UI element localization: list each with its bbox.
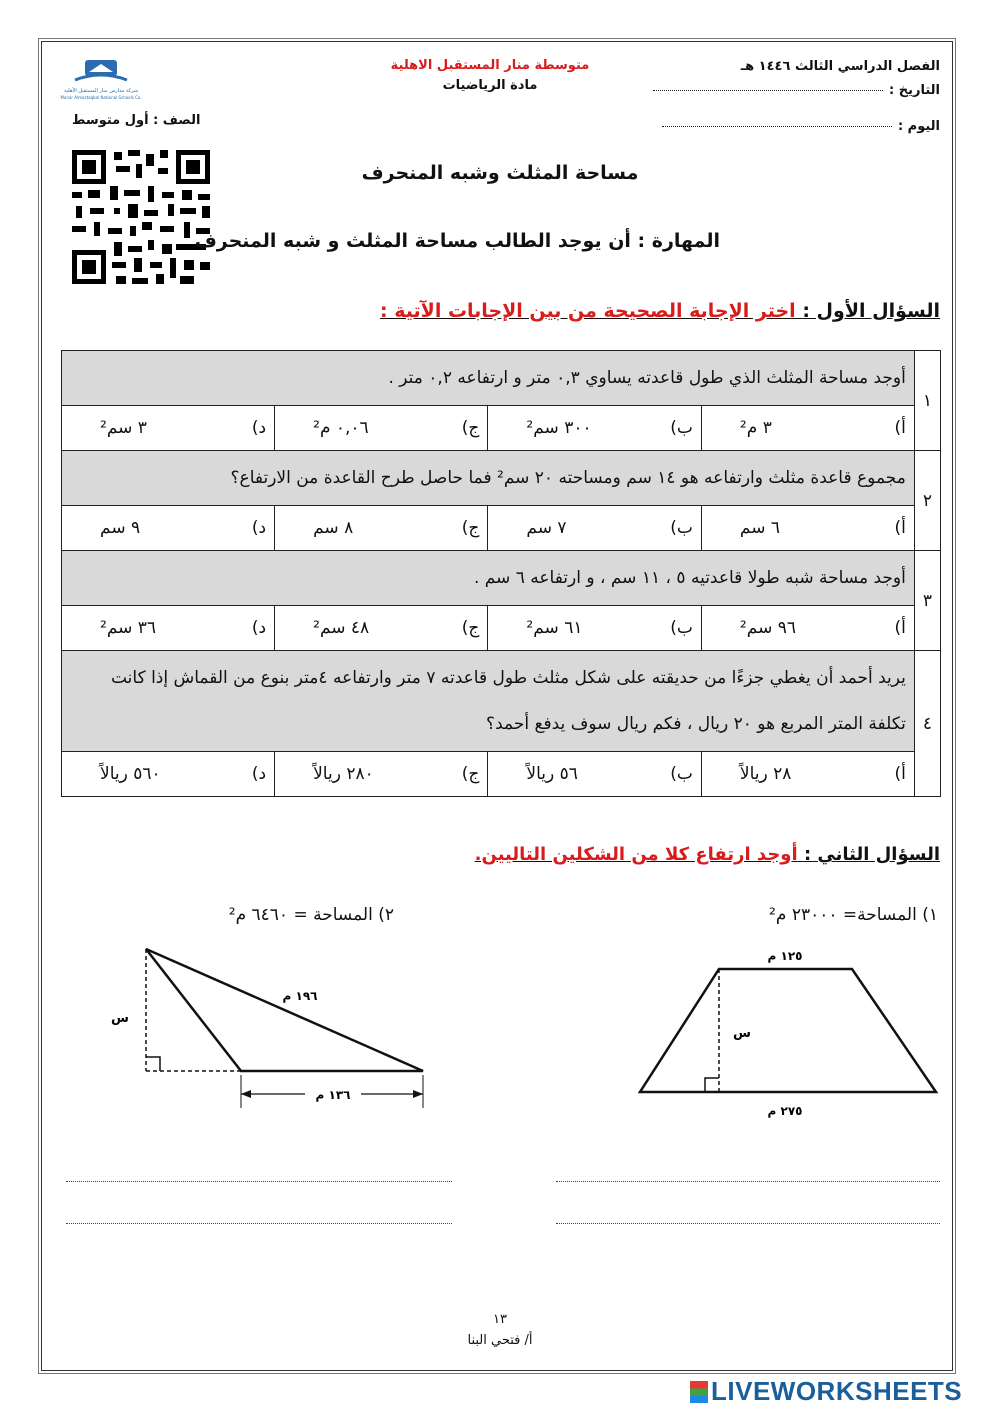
subject-label: مادة الرياضيات bbox=[442, 78, 538, 93]
trapezoid-bottom-base: ٢٧٥ م bbox=[767, 1104, 803, 1118]
question-text: أوجد مساحة المثلث الذي طول قاعدته يساوي ٠,٣ متر و ارتفاعه ٠,٢ متر . bbox=[62, 351, 915, 406]
option-value: ٣٠٠ سم² bbox=[526, 418, 592, 438]
option-value: ٩ سم bbox=[100, 518, 141, 538]
trapezoid-shape bbox=[640, 969, 936, 1092]
trapezoid-top-base: ١٢٥ م bbox=[767, 949, 803, 963]
question-text: أوجد مساحة شبه طولا قاعدتيه ٥ ، ١١ سم ، و ارتفاعه ٦ سم . bbox=[62, 551, 915, 606]
question-text: مجموع قاعدة مثلث وارتفاعه هو ١٤ سم ومساحته ٢٠ سم² فما حاصل طرح القاعدة من الارتفاع؟ bbox=[62, 451, 915, 506]
option-letter: ج) bbox=[461, 418, 480, 438]
option-letter: ج) bbox=[461, 764, 480, 784]
answer-option[interactable] bbox=[275, 406, 488, 451]
school-header bbox=[340, 56, 640, 96]
option-value: ٦١ سم² bbox=[526, 618, 583, 638]
arrow-left-icon bbox=[241, 1090, 251, 1098]
answer-line-figure1-2[interactable] bbox=[556, 1222, 940, 1224]
option-letter: د) bbox=[251, 764, 267, 784]
answer-option[interactable] bbox=[62, 752, 275, 797]
watermark-text: LIVEWORKSHEETS bbox=[711, 1376, 963, 1406]
answer-option[interactable] bbox=[701, 406, 914, 451]
skill-statement: المهارة : أن يوجد الطالب مساحة المثلث و شبه المنحرف bbox=[194, 230, 720, 252]
watermark-brand bbox=[690, 1376, 962, 1407]
answer-option[interactable] bbox=[701, 752, 914, 797]
option-value: ٩٦ سم² bbox=[739, 618, 796, 638]
answer-line-figure2-1[interactable] bbox=[66, 1180, 452, 1182]
logo-text: شركة مدارس منار المستقبل الأهلية bbox=[63, 88, 139, 94]
option-letter: ب) bbox=[670, 618, 693, 638]
triangle-base-label: ١٣٦ م bbox=[315, 1088, 351, 1102]
option-letter: د) bbox=[251, 518, 267, 538]
figure1-label: ١) المساحة= ٢٣٠٠٠ م² bbox=[769, 905, 938, 925]
term-label: الفصل الدراسي الثالث ١٤٤٦ هـ bbox=[740, 59, 940, 74]
answer-option[interactable] bbox=[488, 406, 702, 451]
option-value: ٠,٠٦ م² bbox=[313, 418, 369, 438]
day-field[interactable] bbox=[662, 126, 892, 127]
question-row bbox=[62, 351, 941, 406]
answer-option[interactable] bbox=[62, 406, 275, 451]
question1-instruction: اختر الإجابة الصحيحة من بين الإجابات الآتية : bbox=[380, 300, 796, 322]
answer-option[interactable] bbox=[701, 506, 914, 551]
option-value: ٣٦ سم² bbox=[100, 618, 157, 638]
option-value: ٢٨ ريالاً bbox=[739, 764, 792, 784]
option-letter: ب) bbox=[670, 764, 693, 784]
trapezoid-figure bbox=[630, 940, 950, 1130]
option-value: ٤٨ سم² bbox=[313, 618, 370, 638]
triangle-height-label: س bbox=[111, 1011, 129, 1026]
option-letter: أ) bbox=[894, 618, 906, 638]
date-row bbox=[653, 79, 940, 103]
triangle-figure bbox=[100, 940, 440, 1120]
option-value: ٣ م² bbox=[739, 418, 772, 438]
question1-heading bbox=[380, 300, 940, 322]
teacher-name: أ/ فتحي البنا bbox=[467, 1333, 533, 1348]
question2-label: السؤال الثاني : bbox=[803, 844, 940, 865]
answer-option[interactable] bbox=[275, 506, 488, 551]
triangle-side-label: ١٩٦ م bbox=[282, 989, 318, 1003]
day-row bbox=[653, 115, 940, 139]
answer-option[interactable] bbox=[275, 752, 488, 797]
question1-label: السؤال الأول : bbox=[802, 300, 940, 322]
date-field[interactable] bbox=[653, 90, 883, 91]
qr-code-icon[interactable] bbox=[72, 150, 210, 284]
question-row bbox=[62, 651, 941, 752]
right-angle-icon bbox=[146, 1057, 160, 1071]
options-row bbox=[62, 406, 941, 451]
option-letter: أ) bbox=[894, 764, 906, 784]
options-row bbox=[62, 606, 941, 651]
question-number: ٣ bbox=[914, 551, 940, 651]
option-value: ٧ سم bbox=[526, 518, 567, 538]
school-logo bbox=[56, 58, 146, 101]
option-letter: أ) bbox=[894, 418, 906, 438]
option-value: ٣ سم² bbox=[100, 418, 147, 438]
answer-option[interactable] bbox=[488, 752, 702, 797]
answer-option[interactable] bbox=[701, 606, 914, 651]
option-letter: ب) bbox=[670, 418, 693, 438]
answer-option[interactable] bbox=[488, 506, 702, 551]
question-number: ٢ bbox=[914, 451, 940, 551]
logo-book-icon bbox=[71, 58, 131, 84]
question-number: ١ bbox=[914, 351, 940, 451]
question-row bbox=[62, 451, 941, 506]
mcq-table bbox=[61, 350, 941, 797]
header-info bbox=[653, 55, 940, 139]
school-name: متوسطة منار المستقبل الاهلية bbox=[390, 58, 590, 73]
option-value: ٥٦ ريالاً bbox=[526, 764, 578, 784]
arrow-right-icon bbox=[413, 1090, 423, 1098]
answer-option[interactable] bbox=[62, 606, 275, 651]
option-letter: ج) bbox=[461, 518, 480, 538]
right-angle-icon bbox=[705, 1078, 719, 1092]
options-row bbox=[62, 752, 941, 797]
option-letter: د) bbox=[251, 418, 267, 438]
option-value: ٢٨٠ ريالاً bbox=[313, 764, 374, 784]
answer-option[interactable] bbox=[62, 506, 275, 551]
date-label: التاريخ : bbox=[889, 83, 940, 98]
answer-line-figure2-2[interactable] bbox=[66, 1222, 452, 1224]
liveworksheets-logo-icon bbox=[690, 1381, 708, 1403]
option-letter: ج) bbox=[461, 618, 480, 638]
answer-line-figure1-1[interactable] bbox=[556, 1180, 940, 1182]
answer-option[interactable] bbox=[275, 606, 488, 651]
answer-option[interactable] bbox=[488, 606, 702, 651]
trapezoid-height-label: س bbox=[733, 1026, 751, 1041]
option-value: ٨ سم bbox=[313, 518, 354, 538]
figure2-label: ٢) المساحة = ٦٤٦٠ م² bbox=[228, 905, 394, 925]
options-row bbox=[62, 506, 941, 551]
option-value: ٦ سم bbox=[739, 518, 781, 538]
grade-label: الصف : أول متوسط bbox=[72, 113, 201, 128]
triangle-shape bbox=[146, 949, 423, 1071]
logo-text-en: Manar Almostaqbal National Schools Co. bbox=[60, 95, 142, 100]
question-row bbox=[62, 551, 941, 606]
question2-instruction: أوجد ارتفاع كلا من الشكلين التاليين. bbox=[474, 844, 798, 865]
question-number: ٤ bbox=[914, 651, 940, 797]
question-text: يريد أحمد أن يغطي جزءًا من حديقته على شكل مثلث طول قاعدته ٧ متر وارتفاعه ٤متر بنوع من القماش إذا كانت تكلفة المتر المربع هو ٢٠ ريال ، فكم ريال سوف يدفع أحمد؟ bbox=[62, 651, 915, 752]
option-value: ٥٦٠ ريالاً bbox=[100, 764, 161, 784]
option-letter: ب) bbox=[670, 518, 693, 538]
question2-heading bbox=[475, 844, 940, 865]
lesson-title: مساحة المثلث وشبه المنحرف bbox=[361, 162, 639, 184]
page-number: ١٣ bbox=[493, 1312, 507, 1327]
day-label: اليوم : bbox=[897, 119, 940, 134]
option-letter: أ) bbox=[894, 518, 906, 538]
option-letter: د) bbox=[251, 618, 267, 638]
